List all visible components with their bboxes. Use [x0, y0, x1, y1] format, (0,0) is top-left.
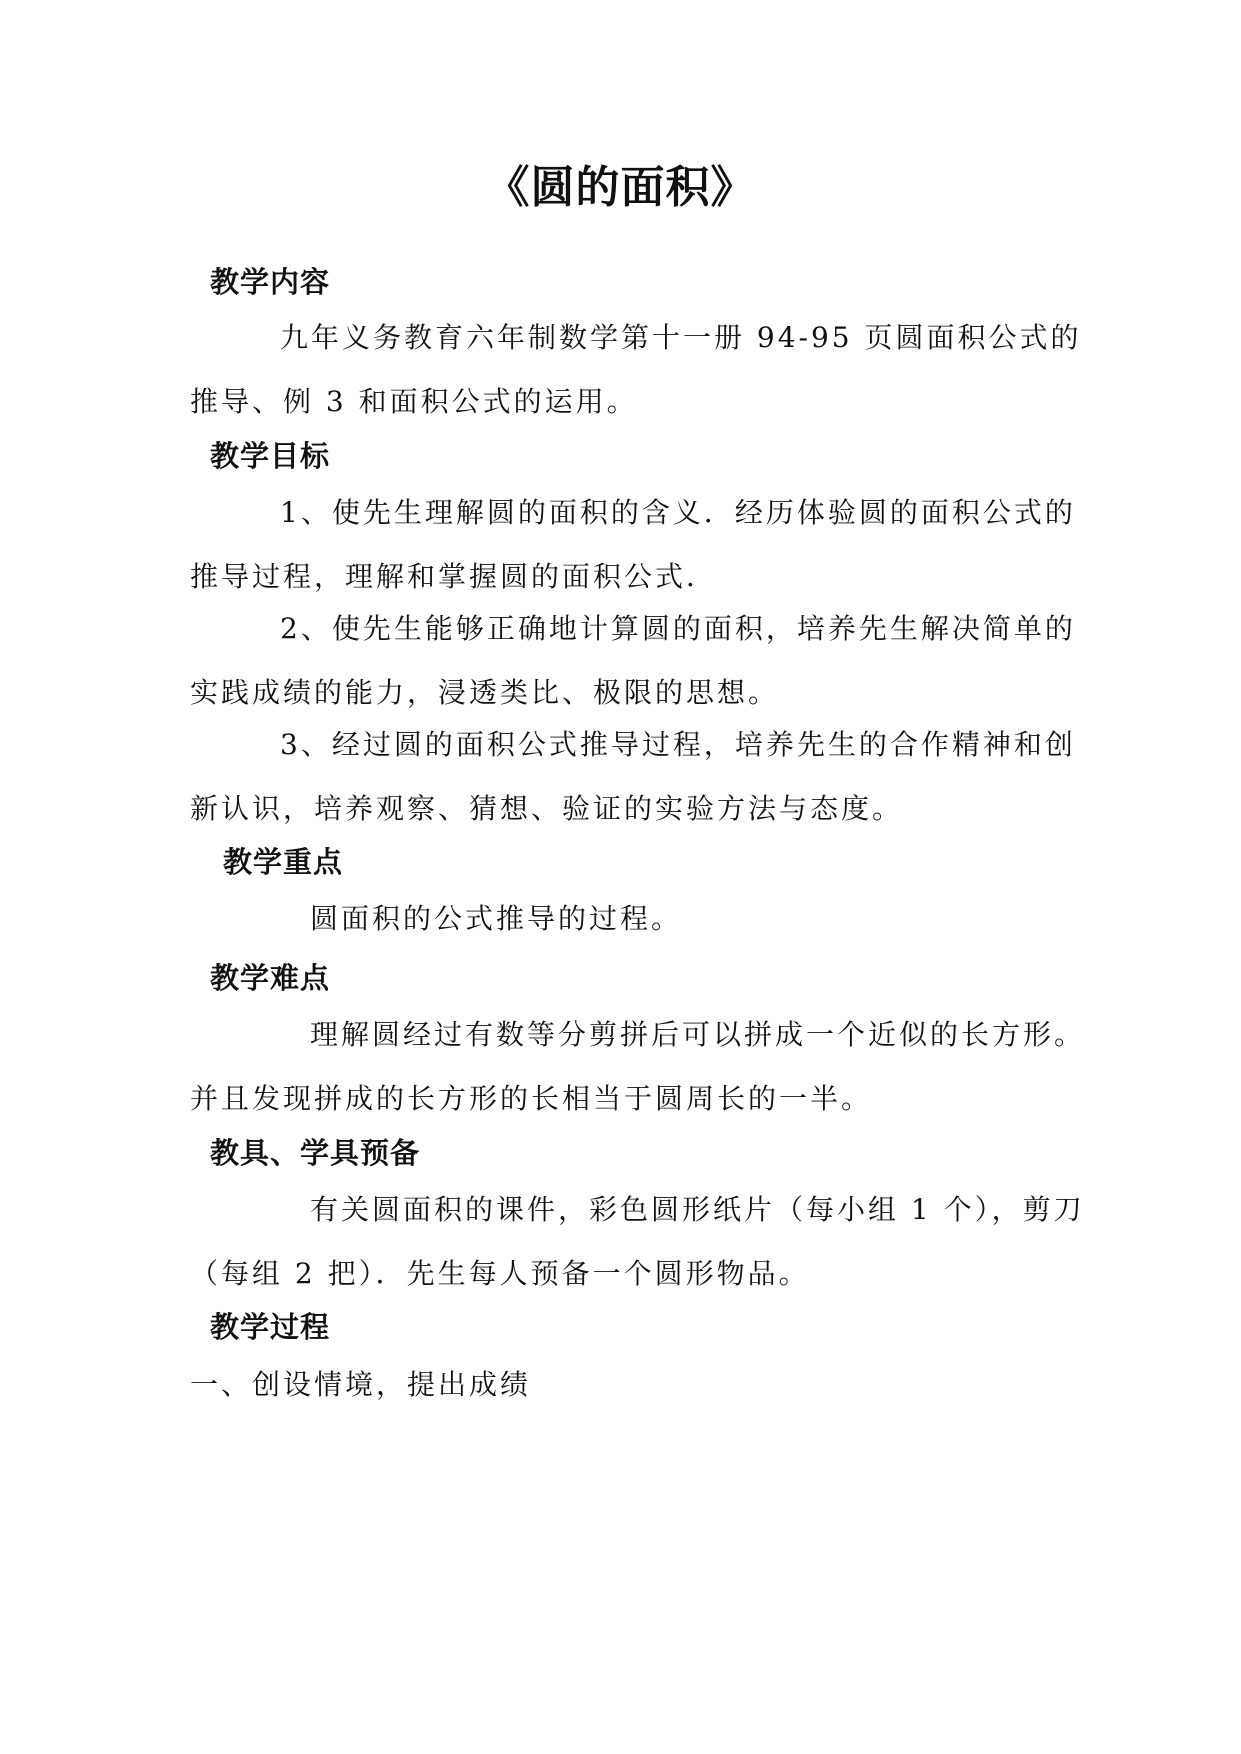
paragraph-key-point: [190, 887, 1058, 951]
paragraph-line: 新认识，培养观察、猜想、验证的实验方法与态度。: [190, 792, 904, 825]
heading-teaching-content: 教学内容: [210, 265, 331, 299]
heading-materials: 教具、学具预备: [210, 1136, 421, 1170]
paragraph-line: 理解圆经过有数等分剪拼后可以拼成一个近似的长方形。: [310, 1018, 1086, 1051]
paragraph-line: 推导、例 3 和面积公式的运用。: [190, 385, 638, 418]
paragraph-goal-2: [190, 597, 1076, 725]
heading-teaching-process: 教学过程: [210, 1310, 331, 1344]
paragraph-line: 1、使先生理解圆的面积的含义．经历体验圆的面积公式的: [280, 496, 1076, 529]
paragraph-line: 2、使先生能够正确地计算圆的面积，培养先生解决简单的: [280, 612, 1076, 645]
paragraph-difficulty: [190, 1003, 1086, 1131]
paragraph-line: （每组 2 把）．先生每人预备一个圆形物品。: [190, 1257, 810, 1290]
paragraph-teaching-content: [190, 306, 1082, 434]
paragraph-materials: [190, 1178, 1085, 1306]
paragraph-line: 九年义务教育六年制数学第十一册 94-95 页圆面积公式的: [280, 321, 1082, 354]
paragraph-goal-1: [190, 481, 1076, 609]
heading-key-point: 教学重点: [223, 845, 344, 879]
paragraph-line: 推导过程，理解和掌握圆的面积公式．: [190, 560, 718, 593]
heading-teaching-goals: 教学目标: [210, 439, 331, 473]
paragraph-line: 圆面积的公式推导的过程。: [310, 902, 683, 935]
document-title: 《圆的面积》: [485, 162, 756, 213]
process-step-1: 一、创设情境，提出成绩: [190, 1368, 532, 1401]
paragraph-line: 3、经过圆的面积公式推导过程，培养先生的合作精神和创: [280, 728, 1076, 761]
heading-difficulty: 教学难点: [210, 961, 331, 995]
paragraph-line: 实践成绩的能力，浸透类比、极限的思想。: [190, 676, 780, 709]
paragraph-line: 并且发现拼成的长方形的长相当于圆周长的一半。: [190, 1082, 873, 1115]
paragraph-line: 有关圆面积的课件，彩色圆形纸片（每小组 1 个），剪刀: [310, 1193, 1085, 1226]
paragraph-goal-3: [190, 713, 1076, 841]
